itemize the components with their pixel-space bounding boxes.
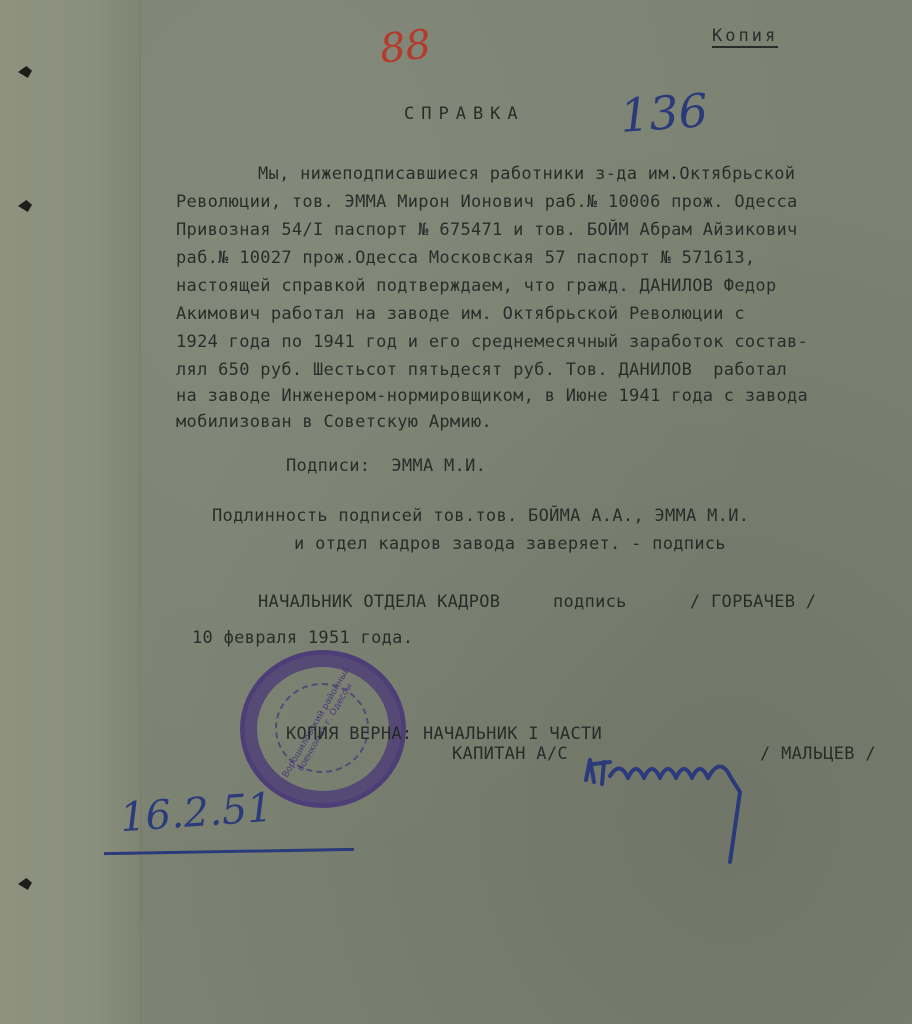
document-title: СПРАВКА: [404, 104, 525, 124]
signatures-line: Подписи: ЭММА М.И.: [286, 456, 487, 476]
hr-head-line: НАЧАЛЬНИК ОТДЕЛА КАДРОВ подпись / ГОРБАЧЕВ /: [258, 592, 817, 612]
body-line: настоящей справкой подтверждаем, что гражд. ДАНИЛОВ Федор: [176, 276, 777, 296]
handwritten-file-number: 136: [618, 83, 710, 143]
authenticity-line: и отдел кадров завода заверяет. - подпись: [294, 534, 726, 554]
body-line: раб.№ 10027 прож.Одесса Московская 57 паспорт № 571613,: [176, 248, 756, 268]
copy-mark: Копия: [712, 26, 779, 46]
handwritten-sheet-number: 88: [377, 21, 434, 73]
body-line: мобилизован в Советскую Армию.: [176, 412, 493, 432]
handwritten-signature: [580, 752, 750, 872]
body-line: Революции, тов. ЭММА Мирон Ионович раб.№ 10006 прож. Одесса: [176, 192, 798, 212]
maltsev-name: / МАЛЬЦЕВ /: [760, 744, 876, 764]
handwritten-date: 16.2.51: [118, 784, 275, 842]
copy-true-line: КАПИТАН А/С: [452, 744, 568, 764]
binding-margin: [0, 0, 141, 1024]
date-line: 10 февраля 1951 года.: [192, 628, 414, 648]
authenticity-line: Подлинность подписей тов.тов. БОЙМА А.А., ЭММА М.И.: [212, 506, 750, 526]
body-line: Акимович работал на заводе им. Октябрьской Революции с: [176, 304, 745, 324]
date-underline: [104, 848, 354, 855]
body-line: на заводе Инженером-нормировщиком, в Июне 1941 года с завода: [176, 386, 809, 406]
body-line: Мы, нижеподписавшиеся работники з-да им.Октябрьской: [258, 164, 796, 184]
body-line: лял 650 руб. Шестьсот пятьдесят руб. Тов. ДАНИЛОВ работал: [176, 360, 788, 380]
copy-true-line: КОПИЯ ВЕРНА: НАЧАЛЬНИК I ЧАСТИ: [286, 724, 603, 744]
body-line: 1924 года по 1941 год и его среднемесячный заработок состав-: [176, 332, 809, 352]
body-line: Привозная 54/I паспорт № 675471 и тов. БОЙМ Абрам Айзикович: [176, 220, 798, 240]
stamp-text: Ворошиловский районный военкомат г. Одессы: [280, 665, 355, 780]
